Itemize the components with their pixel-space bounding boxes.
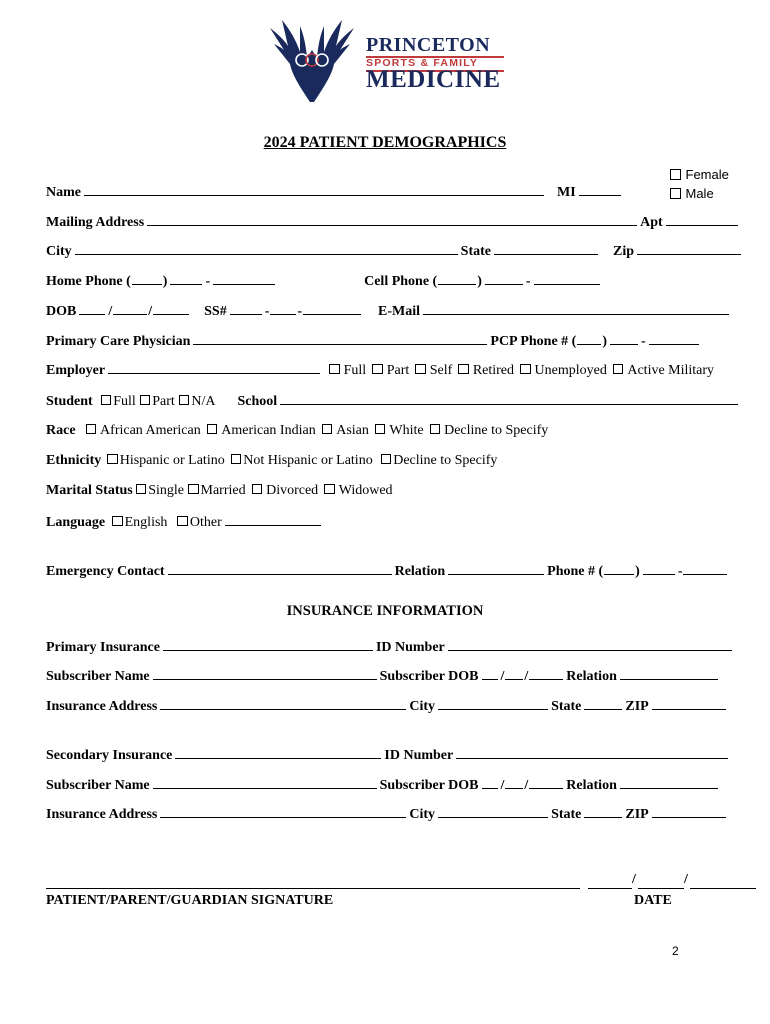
- race-decline-checkbox[interactable]: [430, 424, 441, 435]
- ssn-part3[interactable]: [303, 303, 361, 315]
- school-label: School: [237, 394, 278, 409]
- date-year-field[interactable]: [690, 876, 756, 889]
- ssn-part2[interactable]: [270, 303, 296, 315]
- dob-row: [46, 303, 732, 320]
- state-field[interactable]: [494, 243, 598, 255]
- marital-married-checkbox[interactable]: [188, 484, 199, 495]
- employment-part-checkbox[interactable]: [372, 364, 383, 375]
- name-row: [46, 184, 624, 201]
- primary-zip-field[interactable]: [652, 698, 726, 710]
- language-row: [46, 514, 324, 531]
- home-phone-prefix[interactable]: [170, 273, 202, 285]
- dob-year[interactable]: [153, 303, 189, 315]
- employer-label: Employer: [46, 363, 106, 378]
- logo-line-1: PRINCETON: [366, 34, 491, 56]
- zip-label: ZIP: [625, 807, 649, 822]
- secondary-subscriber-dob-day[interactable]: [505, 777, 523, 789]
- cell-phone-label: Cell Phone (: [364, 274, 438, 289]
- slash: /: [524, 669, 529, 684]
- race-label: Race: [46, 423, 76, 438]
- secondary-id-field[interactable]: [456, 747, 728, 759]
- phone-row: [46, 273, 603, 290]
- ethnicity-decline-checkbox[interactable]: [381, 454, 392, 465]
- slash: /: [108, 304, 113, 319]
- secondary-address-field[interactable]: [160, 806, 406, 818]
- secondary-relation-field[interactable]: [620, 777, 718, 789]
- female-checkbox[interactable]: [670, 169, 681, 180]
- gender-male[interactable]: [670, 186, 714, 201]
- ssn-part1[interactable]: [230, 303, 262, 315]
- relation-field[interactable]: [448, 563, 544, 575]
- student-label: Student: [46, 394, 93, 409]
- slash: /: [148, 304, 153, 319]
- dob-label: DOB: [46, 304, 77, 319]
- primary-subscriber-dob-month[interactable]: [482, 668, 498, 680]
- primary-insurance-row: [46, 639, 735, 656]
- secondary-subscriber-field[interactable]: [153, 777, 377, 789]
- student-na-checkbox[interactable]: [179, 395, 190, 406]
- secondary-subscriber-dob-month[interactable]: [482, 777, 498, 789]
- primary-subscriber-row: [46, 668, 721, 685]
- race-row: [46, 423, 548, 439]
- marital-option: Single: [148, 483, 184, 498]
- subscriber-dob-label: Subscriber DOB: [379, 669, 479, 684]
- dash: -: [677, 564, 683, 579]
- mailing-row: [46, 214, 741, 231]
- emergency-contact-label: Emergency Contact: [46, 564, 165, 579]
- employment-option: Self: [429, 363, 453, 378]
- primary-subscriber-field[interactable]: [153, 668, 377, 680]
- zip-label: ZIP: [625, 699, 649, 714]
- secondary-subscriber-dob-year[interactable]: [529, 777, 563, 789]
- dob-day[interactable]: [113, 303, 147, 315]
- marital-label: Marital Status: [46, 483, 133, 498]
- race-american-indian-checkbox[interactable]: [207, 424, 218, 435]
- student-option: Full: [113, 394, 136, 409]
- mi-field[interactable]: [579, 184, 621, 196]
- race-white-checkbox[interactable]: [375, 424, 386, 435]
- zip-label: Zip: [613, 244, 635, 259]
- ethnicity-not-hispanic-checkbox[interactable]: [231, 454, 242, 465]
- secondary-insurance-label: Secondary Insurance: [46, 748, 173, 763]
- relation-label: Relation: [394, 564, 446, 579]
- ethnicity-hispanic-checkbox[interactable]: [107, 454, 118, 465]
- pcp-phone-prefix[interactable]: [610, 333, 638, 345]
- marital-single-checkbox[interactable]: [136, 484, 147, 495]
- marital-option: Divorced: [266, 483, 319, 498]
- primary-insurance-label: Primary Insurance: [46, 640, 160, 655]
- mailing-address-field[interactable]: [147, 214, 637, 226]
- secondary-insurance-field[interactable]: [175, 747, 381, 759]
- practice-logo: [262, 14, 512, 110]
- form-title: 2024 PATIENT DEMOGRAPHICS: [263, 134, 507, 151]
- employment-retired-checkbox[interactable]: [458, 364, 469, 375]
- pcp-phone-label: PCP Phone # (: [490, 334, 577, 349]
- female-label: Female: [685, 167, 729, 182]
- city-field[interactable]: [75, 243, 458, 255]
- email-field[interactable]: [423, 303, 729, 315]
- email-label: E-Mail: [378, 304, 421, 319]
- pcp-label: Primary Care Physician: [46, 334, 191, 349]
- name-label: Name: [46, 185, 81, 200]
- city-label: City: [46, 244, 72, 259]
- male-label: Male: [685, 186, 714, 201]
- insurance-address-label: Insurance Address: [46, 807, 158, 822]
- employment-self-checkbox[interactable]: [415, 364, 426, 375]
- student-option: N/A: [191, 394, 216, 409]
- marital-row: [46, 483, 393, 499]
- subscriber-dob-label: Subscriber DOB: [379, 778, 479, 793]
- race-option: African American: [100, 423, 201, 438]
- secondary-zip-field[interactable]: [652, 806, 726, 818]
- secondary-state-field[interactable]: [584, 806, 622, 818]
- paren: ): [162, 274, 168, 289]
- subscriber-name-label: Subscriber Name: [46, 669, 150, 684]
- relation-label: Relation: [566, 778, 617, 793]
- signature-label: PATIENT/PARENT/GUARDIAN SIGNATURE: [46, 893, 334, 908]
- paren: ): [477, 274, 482, 289]
- primary-insurance-field[interactable]: [163, 639, 373, 651]
- student-part-checkbox[interactable]: [140, 395, 151, 406]
- language-option: Other: [189, 515, 222, 530]
- student-row: [46, 393, 741, 410]
- secondary-address-row: [46, 806, 729, 823]
- apt-label: Apt: [640, 215, 663, 230]
- primary-city-field[interactable]: [438, 698, 548, 710]
- ec-phone-line[interactable]: [683, 563, 727, 575]
- employer-row: [46, 362, 714, 379]
- pcp-field[interactable]: [193, 333, 487, 345]
- name-field[interactable]: [84, 184, 544, 196]
- employment-full-checkbox[interactable]: [329, 364, 340, 375]
- date-day-field[interactable]: [638, 876, 684, 889]
- ec-phone-prefix[interactable]: [643, 563, 675, 575]
- language-label: Language: [46, 515, 106, 530]
- paren: ): [635, 564, 640, 579]
- race-african-american-checkbox[interactable]: [86, 424, 97, 435]
- state-label: State: [551, 807, 582, 822]
- employment-option: Retired: [472, 363, 515, 378]
- employment-option: Full: [343, 363, 367, 378]
- marital-divorced-checkbox[interactable]: [252, 484, 263, 495]
- home-phone-label: Home Phone (: [46, 274, 131, 289]
- marital-widowed-checkbox[interactable]: [324, 484, 335, 495]
- relation-label: Relation: [566, 669, 617, 684]
- primary-subscriber-dob-year[interactable]: [529, 668, 563, 680]
- gender-female[interactable]: [670, 167, 729, 182]
- zip-field[interactable]: [637, 243, 741, 255]
- date-month-field[interactable]: [588, 876, 632, 889]
- language-english-checkbox[interactable]: [112, 516, 123, 527]
- cell-phone-prefix[interactable]: [485, 273, 523, 285]
- ethnicity-row: [46, 453, 497, 469]
- slash: /: [500, 778, 505, 793]
- dash: -: [205, 274, 211, 289]
- race-option: White: [389, 423, 424, 438]
- ec-phone-area[interactable]: [604, 563, 634, 575]
- secondary-city-field[interactable]: [438, 806, 548, 818]
- city-label: City: [409, 699, 436, 714]
- primary-subscriber-dob-day[interactable]: [505, 668, 523, 680]
- ec-phone-label: Phone # (: [547, 564, 604, 579]
- city-row: [46, 243, 744, 260]
- dash: -: [641, 334, 646, 349]
- language-other-field[interactable]: [225, 514, 321, 526]
- secondary-subscriber-row: [46, 777, 721, 794]
- pcp-phone-area[interactable]: [577, 333, 601, 345]
- id-number-label: ID Number: [384, 748, 454, 763]
- dash: -: [525, 274, 531, 289]
- mailing-address-label: Mailing Address: [46, 215, 145, 230]
- dash: -: [264, 304, 270, 319]
- student-full-checkbox[interactable]: [101, 395, 112, 406]
- paren: ): [602, 334, 608, 349]
- employment-option: Unemployed: [534, 363, 607, 378]
- ethnicity-option: Not Hispanic or Latino: [243, 453, 373, 468]
- id-number-label: ID Number: [375, 640, 445, 655]
- slash: /: [500, 669, 505, 684]
- apt-field[interactable]: [666, 214, 738, 226]
- page-number: 2: [672, 944, 679, 958]
- employer-field[interactable]: [108, 362, 320, 374]
- employment-option: Active Military: [627, 363, 715, 378]
- race-option: American Indian: [221, 423, 316, 438]
- emergency-row: [46, 563, 728, 580]
- state-label: State: [460, 244, 491, 259]
- marital-option: Widowed: [338, 483, 393, 498]
- slash: /: [524, 778, 529, 793]
- subscriber-name-label: Subscriber Name: [46, 778, 150, 793]
- school-field[interactable]: [280, 393, 738, 405]
- cell-phone-line[interactable]: [534, 273, 600, 285]
- signature-field[interactable]: [46, 876, 580, 889]
- male-checkbox[interactable]: [670, 188, 681, 199]
- race-option: Asian: [336, 423, 369, 438]
- employment-unemployed-checkbox[interactable]: [520, 364, 531, 375]
- date-slash-1: /: [632, 872, 636, 887]
- primary-address-field[interactable]: [160, 698, 406, 710]
- ssn-label: SS#: [204, 304, 227, 319]
- primary-state-field[interactable]: [584, 698, 622, 710]
- dash: -: [297, 304, 303, 319]
- marital-option: Married: [200, 483, 246, 498]
- secondary-insurance-row: [46, 747, 731, 764]
- employment-military-checkbox[interactable]: [613, 364, 624, 375]
- pcp-phone-line[interactable]: [649, 333, 699, 345]
- primary-id-field[interactable]: [448, 639, 732, 651]
- dob-month[interactable]: [79, 303, 105, 315]
- language-option: English: [124, 515, 168, 530]
- race-asian-checkbox[interactable]: [322, 424, 333, 435]
- pcp-row: [46, 333, 702, 350]
- primary-address-row: [46, 698, 729, 715]
- primary-relation-field[interactable]: [620, 668, 718, 680]
- date-label: DATE: [634, 893, 672, 908]
- date-slash-2: /: [684, 872, 688, 887]
- home-phone-area[interactable]: [132, 273, 162, 285]
- ethnicity-label: Ethnicity: [46, 453, 102, 468]
- ethnicity-option: Decline to Specify: [393, 453, 498, 468]
- eagle-emblem-icon: [262, 14, 362, 110]
- city-label: City: [409, 807, 436, 822]
- emergency-contact-field[interactable]: [168, 563, 392, 575]
- student-option: Part: [152, 394, 175, 409]
- race-option: Decline to Specify: [444, 423, 549, 438]
- employment-option: Part: [386, 363, 410, 378]
- insurance-heading: INSURANCE INFORMATION: [286, 603, 484, 619]
- logo-line-3: MEDICINE: [366, 66, 501, 93]
- logo-line-2: SPORTS & FAMILY: [366, 57, 479, 69]
- ethnicity-option: Hispanic or Latino: [119, 453, 225, 468]
- home-phone-line[interactable]: [213, 273, 275, 285]
- language-other-checkbox[interactable]: [177, 516, 188, 527]
- insurance-address-label: Insurance Address: [46, 699, 158, 714]
- state-label: State: [551, 699, 582, 714]
- mi-label: MI: [557, 185, 576, 200]
- cell-phone-area[interactable]: [438, 273, 476, 285]
